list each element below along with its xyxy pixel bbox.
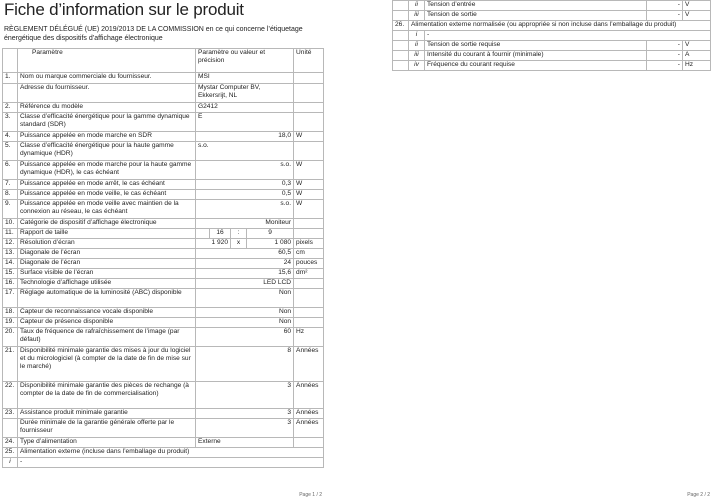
regulation-text: RÈGLEMENT DÉLÉGUÉ (UE) 2019/2013 DE LA COMMISSION en ce qui concerne l’étiquetage énergétique des dispositifs d’affichage électronique (4, 26, 303, 42)
table-row: 9. Puissance appelée en mode veille avec maintien de la connexion au réseau, le cas échéant s.o. W (3, 200, 324, 219)
table-row: 25. Alimentation externe (incluse dans l’emballage du produit) (3, 448, 324, 458)
product-info-table-continued (392, 0, 711, 71)
table-row: Adresse du fournisseur. Mystar Computer BV, Ekkersrijt, NL (3, 84, 324, 103)
table-row: 26. Alimentation externe normalisée (ou appropriée si non incluse dans l’emballage du produit) (393, 21, 711, 31)
table-row: 23. Assistance produit minimale garantie 3 Années (3, 409, 324, 419)
header-unit: Unité (294, 49, 324, 73)
table-row: 14. Diagonale de l’écran 24 pouces (3, 259, 324, 269)
table-row: i - (393, 31, 711, 41)
table-row: 24. Type d’alimentation Externe (3, 438, 324, 448)
table-row: 16. Technologie d’affichage utilisée LED LCD (3, 279, 324, 289)
table-row: 5. Classe d’efficacité énergétique pour la haute gamme dynamique (HDR) s.o. (3, 142, 324, 161)
page-title: Fiche d’information sur le produit (4, 0, 244, 19)
table-header-row (3, 49, 324, 73)
table-row: 10. Catégorie de dispositif d’affichage électronique Moniteur (3, 219, 324, 229)
table-row: 11. Rapport de taille 16 : 9 (3, 229, 324, 239)
page-2 (390, 0, 714, 500)
table-row: 21. Disponibilité minimale garantie des mises à jour du logiciel et du micrologiciel (à compter de la date de fin de mise sur le marché) 8 Années (3, 347, 324, 382)
table-row: iv Fréquence du courant requise - Hz (393, 61, 711, 71)
table-row: 12. Résolution d’écran 1 920 x 1 080 pixels (3, 239, 324, 249)
header-value: Paramètre ou valeur et précision (196, 49, 294, 73)
table-row: ii Tension d’entrée - V (393, 1, 711, 11)
table-row: 4. Puissance appelée en mode marche en SDR 18,0 W (3, 132, 324, 142)
table-row: 22. Disponibilité minimale garantie des pièces de rechange (à compter de la date de fin de commercialisation) 3 Années (3, 382, 324, 409)
table-row: 18. Capteur de reconnaissance vocale disponible Non (3, 308, 324, 318)
table-row: 19. Capteur de présence disponible Non (3, 318, 324, 328)
table-row: 8. Puissance appelée en mode veille, le cas échéant 0,5 W (3, 190, 324, 200)
table-row: 2. Référence du modèle G2412 (3, 103, 324, 113)
table-row: 20. Taux de fréquence de rafraîchissement de l’image (par défaut) 60 Hz (3, 328, 324, 347)
table-row: 13. Diagonale de l’écran 60,5 cm (3, 249, 324, 259)
header-parameter: Paramètre (18, 49, 196, 73)
table-row: i - (3, 458, 324, 468)
table-row: 17. Réglage automatique de la luminosité (ABC) disponible Non (3, 289, 324, 308)
table-row: iii Intensité du courant à fournir (minimale) - A (393, 51, 711, 61)
table-row: ii Tension de sortie requise - V (393, 41, 711, 51)
table-row: iii Tension de sortie - V (393, 11, 711, 21)
page-number: Page 1 / 2 (299, 492, 322, 498)
table-row: Durée minimale de la garantie générale offerte par le fournisseur 3 Années (3, 419, 324, 438)
product-info-table (2, 48, 324, 468)
page-1 (0, 0, 326, 500)
table-row: 1. Nom ou marque commerciale du fournisseur. MSI (3, 73, 324, 84)
table-row: 7. Puissance appelée en mode arrêt, le cas échéant 0,3 W (3, 180, 324, 190)
table-row: 6. Puissance appelée en mode marche pour la haute gamme dynamique (HDR), le cas échéant s.o. W (3, 161, 324, 180)
table-row: 3. Classe d’efficacité énergétique pour la gamme dynamique standard (SDR) E (3, 113, 324, 132)
page-number: Page 2 / 2 (687, 492, 710, 498)
table-row: 15. Surface visible de l’écran 15,6 dm² (3, 269, 324, 279)
